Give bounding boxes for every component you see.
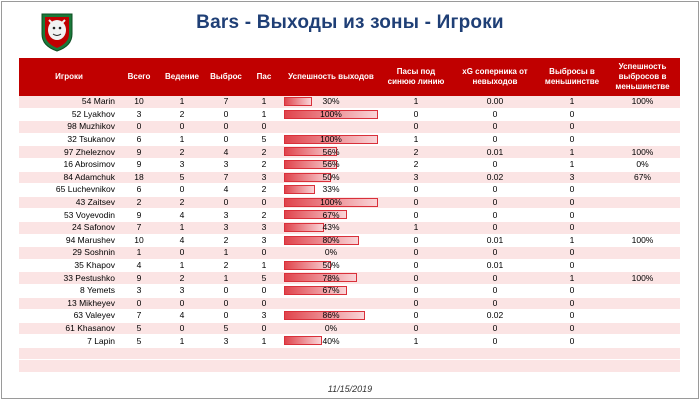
success-bar (284, 223, 324, 232)
success-cell (281, 96, 381, 108)
blue-line-passes-cell: 0 (381, 310, 451, 323)
pk-success-cell: 100% (605, 146, 680, 159)
blue-line-passes-cell: 2 (381, 158, 451, 171)
pk-dumps-cell: 0 (539, 108, 605, 121)
table-row (19, 284, 680, 297)
success-value: 100% (320, 108, 342, 119)
success-value: 86% (322, 310, 340, 321)
player-name: 24 Safonov (19, 221, 119, 234)
table-row (19, 146, 680, 159)
empty-cell (119, 347, 159, 360)
pk-dumps-cell: 1 (539, 158, 605, 171)
table-row (19, 209, 680, 222)
pass-cell: 0 (247, 121, 281, 134)
pk-success-cell (605, 108, 680, 121)
pk-dumps-cell: 1 (539, 272, 605, 285)
total-cell: 0 (119, 121, 159, 134)
pk-dumps-cell: 0 (539, 335, 605, 348)
success-value: 50% (322, 260, 340, 271)
col-header-blue-line-passes[interactable]: Пасы под синюю линию (381, 58, 451, 96)
carry-cell: 2 (159, 196, 205, 209)
total-cell: 7 (119, 221, 159, 234)
opponent-xg-cell: 0.01 (451, 259, 539, 272)
success-value: 100% (320, 134, 342, 145)
opponent-xg-cell: 0.02 (451, 171, 539, 184)
carry-cell: 2 (159, 272, 205, 285)
carry-cell: 3 (159, 158, 205, 171)
empty-cell (159, 347, 205, 360)
col-header-pass[interactable]: Пас (247, 58, 281, 96)
player-name: 52 Lyakhov (19, 108, 119, 121)
dump-cell: 2 (205, 259, 247, 272)
total-cell: 3 (119, 108, 159, 121)
pass-cell: 1 (247, 96, 281, 108)
success-value: 56% (322, 159, 340, 170)
total-cell: 9 (119, 158, 159, 171)
blue-line-passes-cell: 0 (381, 108, 451, 121)
blue-line-passes-cell: 0 (381, 259, 451, 272)
blue-line-passes-cell: 0 (381, 322, 451, 335)
blue-line-passes-cell: 1 (381, 335, 451, 348)
player-name: 32 Tsukanov (19, 133, 119, 146)
player-name: 54 Marin (19, 96, 119, 108)
success-value: 50% (322, 171, 340, 182)
success-bar (284, 336, 322, 345)
dump-cell: 3 (205, 158, 247, 171)
empty-cell (205, 360, 247, 373)
success-cell (281, 272, 381, 285)
opponent-xg-cell: 0.01 (451, 146, 539, 159)
pk-success-cell (605, 297, 680, 310)
player-name: 97 Zheleznov (19, 146, 119, 159)
opponent-xg-cell: 0 (451, 247, 539, 260)
pass-cell: 3 (247, 310, 281, 323)
pk-dumps-cell: 0 (539, 121, 605, 134)
success-cell (281, 297, 381, 310)
success-value: 80% (322, 234, 340, 245)
dump-cell: 1 (205, 272, 247, 285)
table-row (19, 196, 680, 209)
opponent-xg-cell: 0 (451, 221, 539, 234)
opponent-xg-cell: 0 (451, 284, 539, 297)
report-date: 11/15/2019 (327, 384, 373, 394)
pass-cell: 0 (247, 196, 281, 209)
opponent-xg-cell: 0.02 (451, 310, 539, 323)
pass-cell: 5 (247, 133, 281, 146)
carry-cell: 0 (159, 247, 205, 260)
player-name: 98 Muzhikov (19, 121, 119, 134)
table-row (19, 310, 680, 323)
blue-line-passes-cell: 1 (381, 221, 451, 234)
success-cell (281, 310, 381, 323)
empty-row (19, 347, 680, 360)
success-bar (284, 185, 315, 194)
carry-cell: 1 (159, 335, 205, 348)
opponent-xg-cell: 0 (451, 322, 539, 335)
empty-cell (605, 360, 680, 373)
pass-cell: 0 (247, 297, 281, 310)
table-row (19, 171, 680, 184)
opponent-xg-cell: 0 (451, 184, 539, 197)
dump-cell: 7 (205, 96, 247, 108)
player-name: 65 Luchevnikov (19, 184, 119, 197)
pass-cell: 2 (247, 209, 281, 222)
success-value: 67% (322, 285, 340, 296)
pk-success-cell (605, 284, 680, 297)
success-value: 100% (320, 197, 342, 208)
carry-cell: 3 (159, 284, 205, 297)
page-title: Bars - Выходы из зоны - Игроки (196, 12, 504, 33)
carry-cell: 1 (159, 221, 205, 234)
blue-line-passes-cell: 0 (381, 297, 451, 310)
col-header-carry[interactable]: Ведение (159, 58, 205, 96)
total-cell: 1 (119, 247, 159, 260)
dump-cell: 3 (205, 221, 247, 234)
carry-cell: 1 (159, 133, 205, 146)
col-header-opponent-xg[interactable]: xG соперника от невыходов (451, 58, 539, 96)
success-cell (281, 184, 381, 197)
pass-cell: 3 (247, 221, 281, 234)
success-value: 78% (322, 272, 340, 283)
player-name: 35 Khapov (19, 259, 119, 272)
pk-success-cell: 100% (605, 234, 680, 247)
total-cell: 2 (119, 196, 159, 209)
total-cell: 3 (119, 284, 159, 297)
pk-success-cell: 67% (605, 171, 680, 184)
success-value: 67% (322, 209, 340, 220)
table-header-row (19, 58, 680, 96)
success-cell (281, 259, 381, 272)
success-cell (281, 234, 381, 247)
opponent-xg-cell: 0 (451, 108, 539, 121)
col-header-pk-dumps[interactable]: Выбросы в меньшинстве (539, 58, 605, 96)
player-name: 33 Pestushko (19, 272, 119, 285)
pass-cell: 1 (247, 335, 281, 348)
player-name: 13 Mikheyev (19, 297, 119, 310)
total-cell: 0 (119, 297, 159, 310)
blue-line-passes-cell: 0 (381, 121, 451, 134)
dump-cell: 4 (205, 184, 247, 197)
table-row (19, 108, 680, 121)
col-header-dump[interactable]: Выброс (205, 58, 247, 96)
table-row (19, 121, 680, 134)
total-cell: 5 (119, 322, 159, 335)
dump-cell: 4 (205, 146, 247, 159)
blue-line-passes-cell: 0 (381, 184, 451, 197)
success-value: 0% (324, 247, 338, 258)
success-cell (281, 133, 381, 146)
pk-dumps-cell: 0 (539, 310, 605, 323)
pk-dumps-cell: 0 (539, 284, 605, 297)
success-cell (281, 322, 381, 335)
dump-cell: 7 (205, 171, 247, 184)
opponent-xg-cell: 0 (451, 297, 539, 310)
dump-cell: 0 (205, 108, 247, 121)
player-name: 53 Voyevodin (19, 209, 119, 222)
pk-success-cell (605, 259, 680, 272)
carry-cell: 2 (159, 146, 205, 159)
carry-cell: 2 (159, 108, 205, 121)
total-cell: 6 (119, 133, 159, 146)
total-cell: 5 (119, 335, 159, 348)
success-cell (281, 247, 381, 260)
blue-line-passes-cell: 2 (381, 146, 451, 159)
pk-dumps-cell: 0 (539, 297, 605, 310)
empty-cell (205, 347, 247, 360)
pk-success-cell (605, 209, 680, 222)
success-bar (284, 273, 357, 282)
pk-dumps-cell: 0 (539, 133, 605, 146)
total-cell: 9 (119, 272, 159, 285)
pass-cell: 2 (247, 158, 281, 171)
pk-dumps-cell: 0 (539, 247, 605, 260)
pass-cell: 1 (247, 108, 281, 121)
empty-cell (281, 347, 381, 360)
success-cell (281, 108, 381, 121)
pass-cell: 1 (247, 259, 281, 272)
pk-success-cell (605, 221, 680, 234)
player-name: 8 Yemets (19, 284, 119, 297)
blue-line-passes-cell: 3 (381, 171, 451, 184)
player-name: 29 Soshnin (19, 247, 119, 260)
blue-line-passes-cell: 1 (381, 133, 451, 146)
pk-success-cell (605, 322, 680, 335)
success-cell (281, 146, 381, 159)
carry-cell: 5 (159, 171, 205, 184)
pk-success-cell (605, 310, 680, 323)
pass-cell: 3 (247, 171, 281, 184)
blue-line-passes-cell: 0 (381, 234, 451, 247)
total-cell: 10 (119, 234, 159, 247)
blue-line-passes-cell: 0 (381, 196, 451, 209)
pass-cell: 3 (247, 234, 281, 247)
pass-cell: 2 (247, 184, 281, 197)
empty-cell (19, 360, 119, 373)
pk-dumps-cell: 0 (539, 196, 605, 209)
pk-dumps-cell: 0 (539, 322, 605, 335)
empty-cell (605, 347, 680, 360)
opponent-xg-cell: 0 (451, 196, 539, 209)
success-value: 33% (322, 184, 340, 195)
total-cell: 4 (119, 259, 159, 272)
pk-dumps-cell: 1 (539, 96, 605, 108)
opponent-xg-cell: 0 (451, 133, 539, 146)
total-cell: 18 (119, 171, 159, 184)
dump-cell: 0 (205, 133, 247, 146)
success-cell (281, 158, 381, 171)
pk-success-cell (605, 121, 680, 134)
success-cell (281, 121, 381, 134)
pk-dumps-cell: 0 (539, 259, 605, 272)
carry-cell: 0 (159, 184, 205, 197)
pk-success-cell: 0% (605, 158, 680, 171)
carry-cell: 0 (159, 322, 205, 335)
dump-cell: 0 (205, 310, 247, 323)
player-name: 16 Abrosimov (19, 158, 119, 171)
table-row (19, 272, 680, 285)
dump-cell: 0 (205, 196, 247, 209)
carry-cell: 1 (159, 96, 205, 108)
table-row (19, 297, 680, 310)
empty-cell (539, 347, 605, 360)
empty-cell (159, 360, 205, 373)
success-cell (281, 335, 381, 348)
pk-dumps-cell: 0 (539, 184, 605, 197)
empty-cell (381, 360, 451, 373)
table-row (19, 335, 680, 348)
carry-cell: 0 (159, 297, 205, 310)
carry-cell: 4 (159, 310, 205, 323)
opponent-xg-cell: 0 (451, 209, 539, 222)
opponent-xg-cell: 0 (451, 121, 539, 134)
pk-success-cell (605, 247, 680, 260)
table-row (19, 221, 680, 234)
carry-cell: 1 (159, 259, 205, 272)
success-value: 56% (322, 146, 340, 157)
total-cell: 7 (119, 310, 159, 323)
pass-cell: 0 (247, 284, 281, 297)
col-header-player[interactable]: Игроки (19, 58, 119, 96)
table-row (19, 184, 680, 197)
carry-cell: 0 (159, 121, 205, 134)
pk-success-cell (605, 133, 680, 146)
players-table (19, 58, 680, 373)
pk-dumps-cell: 1 (539, 234, 605, 247)
col-header-success[interactable]: Успешность выходов (281, 58, 381, 96)
opponent-xg-cell: 0.01 (451, 234, 539, 247)
success-cell (281, 196, 381, 209)
table-row (19, 158, 680, 171)
player-name: 84 Adamchuk (19, 171, 119, 184)
player-name: 63 Valeyev (19, 310, 119, 323)
success-value: 30% (322, 96, 340, 107)
pk-success-cell: 100% (605, 96, 680, 108)
pk-dumps-cell: 1 (539, 146, 605, 159)
dump-cell: 0 (205, 297, 247, 310)
blue-line-passes-cell: 0 (381, 247, 451, 260)
dump-cell: 5 (205, 322, 247, 335)
total-cell: 9 (119, 146, 159, 159)
success-cell (281, 284, 381, 297)
success-value: 40% (322, 335, 340, 346)
dump-cell: 2 (205, 234, 247, 247)
table-row (19, 133, 680, 146)
pk-dumps-cell: 0 (539, 221, 605, 234)
dump-cell: 3 (205, 335, 247, 348)
success-value: 0% (324, 322, 338, 333)
empty-row (19, 360, 680, 373)
carry-cell: 4 (159, 209, 205, 222)
player-name: 94 Marushev (19, 234, 119, 247)
player-name: 7 Lapin (19, 335, 119, 348)
table-row (19, 234, 680, 247)
total-cell: 9 (119, 209, 159, 222)
pk-dumps-cell: 0 (539, 209, 605, 222)
pk-success-cell (605, 184, 680, 197)
opponent-xg-cell: 0 (451, 272, 539, 285)
table-row (19, 259, 680, 272)
dump-cell: 1 (205, 247, 247, 260)
col-header-pk-success[interactable]: Успешность выбросов в меньшинстве (605, 58, 680, 96)
empty-cell (281, 360, 381, 373)
table-row (19, 247, 680, 260)
success-cell (281, 171, 381, 184)
empty-cell (19, 347, 119, 360)
empty-cell (451, 360, 539, 373)
blue-line-passes-cell: 0 (381, 284, 451, 297)
pass-cell: 0 (247, 247, 281, 260)
success-bar (284, 97, 312, 106)
pk-dumps-cell: 3 (539, 171, 605, 184)
opponent-xg-cell: 0 (451, 335, 539, 348)
pass-cell: 5 (247, 272, 281, 285)
player-name: 43 Zaitsev (19, 196, 119, 209)
empty-cell (247, 360, 281, 373)
dump-cell: 0 (205, 121, 247, 134)
dump-cell: 3 (205, 209, 247, 222)
pass-cell: 0 (247, 322, 281, 335)
empty-cell (247, 347, 281, 360)
pk-success-cell (605, 196, 680, 209)
pass-cell: 2 (247, 146, 281, 159)
blue-line-passes-cell: 1 (381, 96, 451, 108)
blue-line-passes-cell: 0 (381, 209, 451, 222)
pk-success-cell (605, 335, 680, 348)
empty-cell (381, 347, 451, 360)
pk-success-cell: 100% (605, 272, 680, 285)
carry-cell: 4 (159, 234, 205, 247)
col-header-total[interactable]: Всего (119, 58, 159, 96)
empty-cell (119, 360, 159, 373)
success-cell (281, 209, 381, 222)
table-row (19, 96, 680, 108)
empty-cell (539, 360, 605, 373)
player-name: 61 Khasanov (19, 322, 119, 335)
empty-cell (451, 347, 539, 360)
opponent-xg-cell: 0.00 (451, 96, 539, 108)
blue-line-passes-cell: 0 (381, 272, 451, 285)
table-row (19, 322, 680, 335)
opponent-xg-cell: 0 (451, 158, 539, 171)
success-cell (281, 221, 381, 234)
total-cell: 6 (119, 184, 159, 197)
dump-cell: 0 (205, 284, 247, 297)
success-value: 43% (322, 222, 340, 233)
total-cell: 10 (119, 96, 159, 108)
